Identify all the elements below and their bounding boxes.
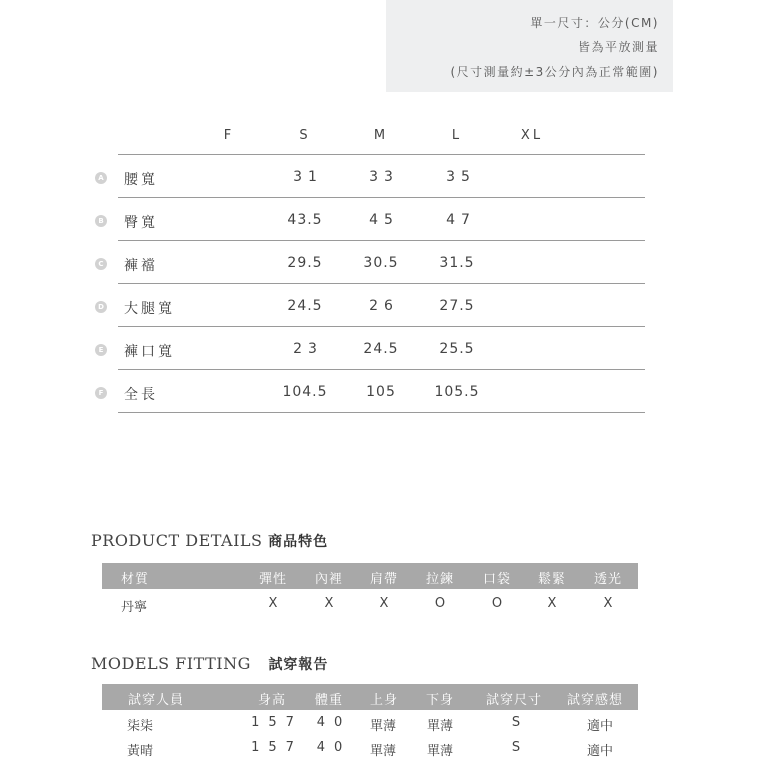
- models-fitting-header: [102, 684, 638, 710]
- value-strap: X: [379, 596, 389, 611]
- value-s: 43.5: [287, 212, 323, 228]
- value-s: 104.5: [282, 384, 328, 400]
- badge-f: F: [95, 387, 107, 399]
- size-header-xl: XL: [520, 128, 544, 143]
- size-row-length: [0, 370, 764, 413]
- row-divider: [118, 412, 645, 413]
- value-m: 30.5: [363, 255, 399, 271]
- model-name: 柒柒: [127, 719, 154, 734]
- row-label: 全長: [124, 387, 158, 403]
- size-row-hip: [0, 198, 764, 241]
- value-m: 105: [366, 384, 396, 400]
- badge-a: A: [95, 172, 107, 184]
- header-zipper: 拉鍊: [425, 572, 455, 587]
- size-row-thigh: [0, 284, 764, 327]
- model-fit-size: S: [511, 715, 521, 730]
- value-l: 47: [446, 212, 476, 228]
- model-weight: 40: [316, 740, 352, 755]
- product-details-title-en: PRODUCT DETAILS: [91, 531, 263, 550]
- header-elastic: 鬆緊: [537, 572, 567, 587]
- size-header-m: M: [373, 128, 389, 143]
- header-top: 上身: [369, 693, 399, 708]
- value-m: 33: [369, 169, 399, 185]
- value-m: 24.5: [363, 341, 399, 357]
- row-label: 大腿寬: [124, 301, 175, 317]
- header-pocket: 口袋: [482, 572, 512, 587]
- size-header-f: F: [223, 128, 235, 143]
- measurement-note: [386, 0, 673, 92]
- value-s: 29.5: [287, 255, 323, 271]
- value-zipper: O: [434, 596, 446, 611]
- model-bottom: 單薄: [426, 719, 454, 734]
- header-lining: 內裡: [314, 572, 344, 587]
- value-l: 105.5: [434, 384, 480, 400]
- value-elastic: X: [547, 596, 557, 611]
- model-name: 黃晴: [127, 744, 154, 759]
- note-tolerance: (尺寸測量約±3公分內為正常範圍): [450, 65, 659, 79]
- product-details-title: [91, 531, 328, 551]
- row-label: 腰寬: [124, 172, 158, 188]
- model-fit-size: S: [511, 740, 521, 755]
- models-fitting-title: [91, 654, 328, 674]
- model-fit-feeling: 適中: [586, 744, 614, 759]
- value-l: 25.5: [439, 341, 475, 357]
- value-s: 24.5: [287, 298, 323, 314]
- header-fit-size: 試穿尺寸: [485, 693, 543, 708]
- size-row-waist: [0, 155, 764, 198]
- product-details-header: [102, 563, 638, 589]
- size-row-hem: [0, 327, 764, 370]
- header-model: 試穿人員: [128, 693, 185, 708]
- badge-b: B: [95, 215, 107, 227]
- value-s: 31: [293, 169, 323, 185]
- model-bottom: 單薄: [426, 744, 454, 759]
- value-l: 35: [446, 169, 476, 185]
- value-material: 丹寧: [121, 600, 148, 615]
- value-pocket: O: [491, 596, 503, 611]
- value-m: 26: [369, 298, 399, 314]
- header-sheer: 透光: [593, 572, 623, 587]
- value-l: 31.5: [439, 255, 475, 271]
- size-header-s: S: [299, 128, 311, 143]
- size-row-rise: [0, 241, 764, 284]
- row-label: 褲口寬: [124, 344, 175, 360]
- header-strap: 肩帶: [369, 572, 399, 587]
- model-top: 單薄: [369, 744, 397, 759]
- header-bottom: 下身: [425, 693, 455, 708]
- size-table-header: [0, 128, 764, 148]
- badge-d: D: [95, 301, 107, 313]
- product-details-title-zh: 商品特色: [268, 534, 329, 550]
- note-unit: 單一尺寸：公分(CM): [530, 16, 659, 30]
- value-s: 23: [293, 341, 323, 357]
- badge-c: C: [95, 258, 107, 270]
- row-label: 褲襠: [124, 258, 158, 274]
- value-l: 27.5: [439, 298, 475, 314]
- model-top: 單薄: [369, 719, 397, 734]
- badge-e: E: [95, 344, 107, 356]
- header-height: 身高: [257, 693, 287, 708]
- model-weight: 40: [316, 715, 352, 730]
- model-fit-feeling: 適中: [586, 719, 614, 734]
- note-method: 皆為平放測量: [577, 40, 659, 54]
- value-m: 45: [369, 212, 399, 228]
- model-height: 157: [251, 715, 303, 730]
- models-fitting-title-zh: 試穿報告: [268, 657, 329, 673]
- value-lining: X: [324, 596, 334, 611]
- header-fit-feeling: 試穿感想: [566, 693, 624, 708]
- size-header-l: L: [451, 128, 463, 143]
- models-fitting-title-en: MODELS FITTING: [91, 654, 251, 673]
- value-stretch: X: [268, 596, 278, 611]
- header-material: 材質: [121, 572, 150, 587]
- model-height: 157: [251, 740, 303, 755]
- header-stretch: 彈性: [258, 572, 288, 587]
- value-sheer: X: [603, 596, 613, 611]
- header-weight: 體重: [314, 693, 344, 708]
- row-label: 臀寬: [124, 215, 158, 231]
